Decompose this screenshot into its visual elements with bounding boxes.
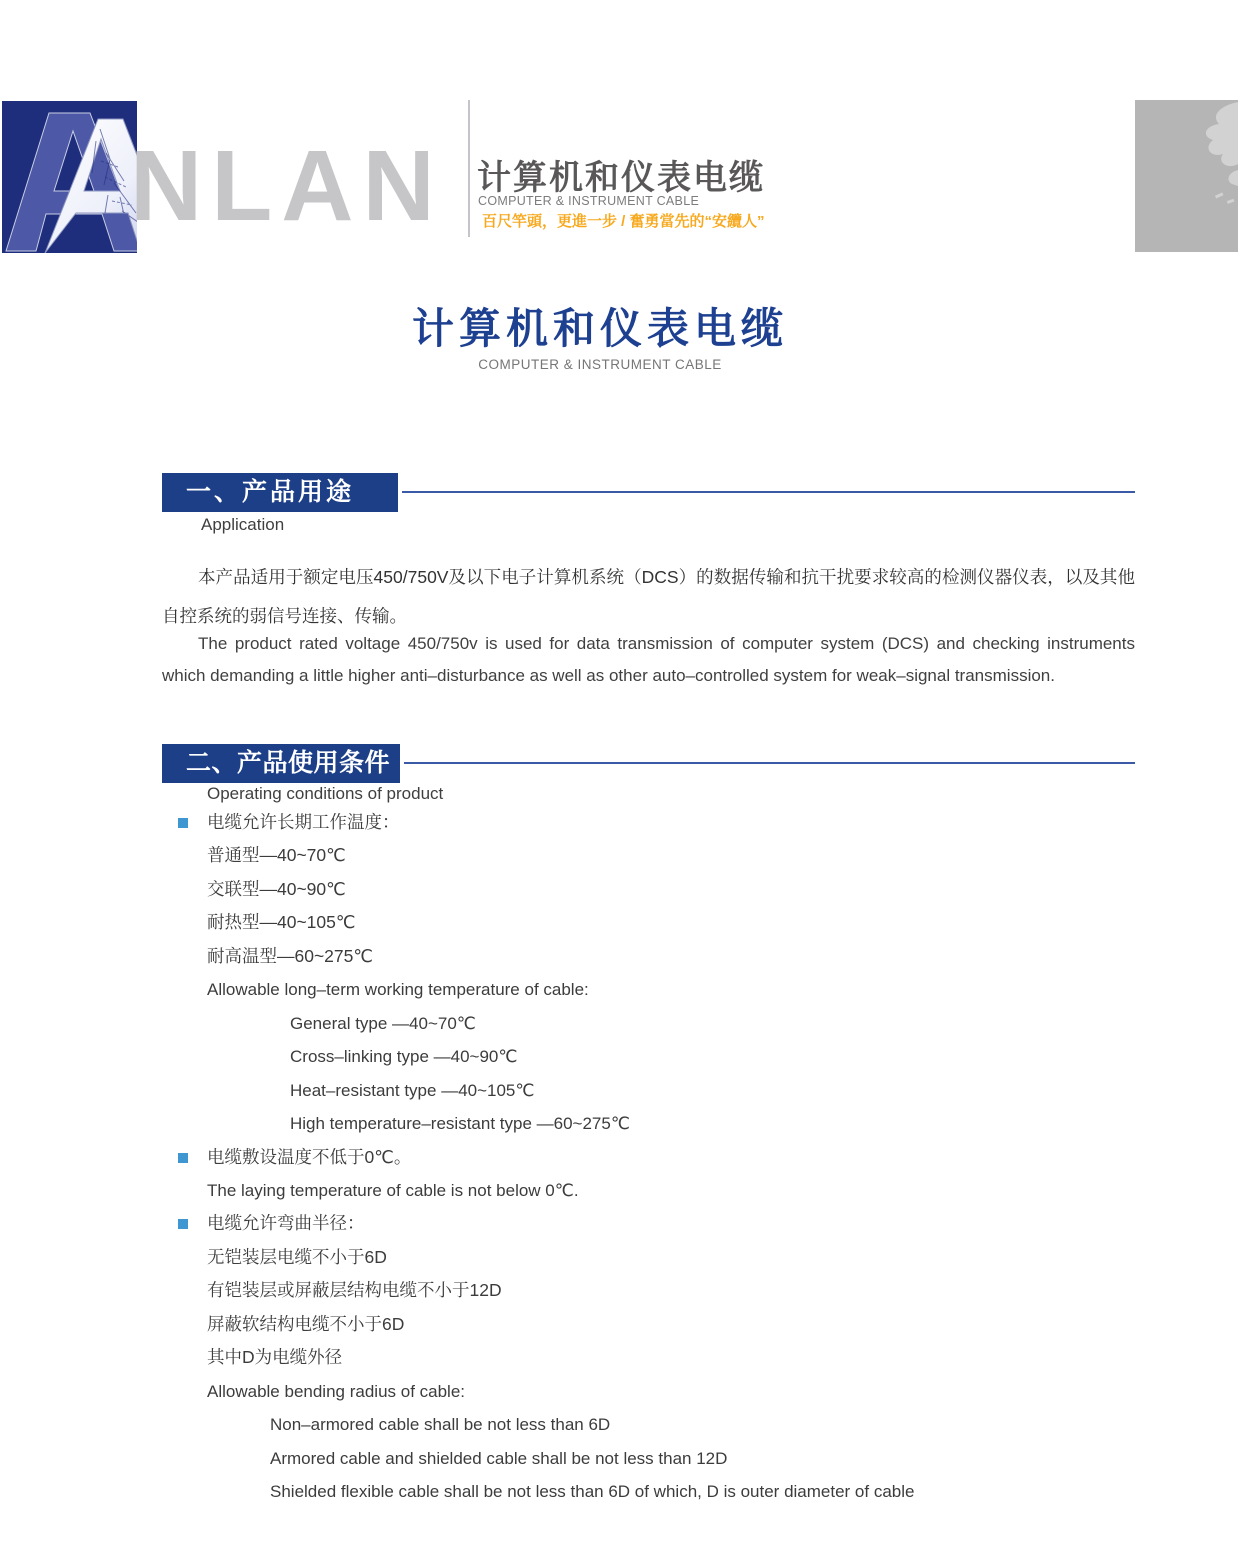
condition-text: General type —40~70℃ xyxy=(290,1013,476,1033)
condition-row xyxy=(162,1074,1152,1107)
condition-row xyxy=(162,1408,1152,1441)
condition-text: 电缆允许长期工作温度： xyxy=(207,812,400,832)
header-product-title-cn: 计算机和仪表电缆 xyxy=(477,159,765,197)
condition-text: 有铠装层或屏蔽层结构电缆不小于12D xyxy=(207,1280,502,1301)
condition-text: 其中D为电缆外径 xyxy=(207,1347,343,1368)
condition-row xyxy=(162,1141,1152,1174)
page-subtitle: COMPUTER & INSTRUMENT CABLE xyxy=(478,357,722,372)
condition-row xyxy=(162,1174,1152,1207)
condition-row xyxy=(162,1040,1152,1073)
condition-text: Shielded flexible cable shall be not less than 6D of which, D is outer diameter of cable xyxy=(270,1482,915,1502)
bullet-square-icon xyxy=(178,1219,188,1229)
condition-text: Heat–resistant type —40~105℃ xyxy=(290,1080,535,1100)
condition-text: Armored cable and shielded cable shall be not less than 12D xyxy=(270,1448,728,1468)
bullet-square-icon xyxy=(178,1153,188,1163)
section-2-rule xyxy=(404,762,1135,764)
condition-row xyxy=(162,1274,1152,1307)
condition-row xyxy=(162,1375,1152,1408)
condition-row xyxy=(162,1241,1152,1274)
condition-row xyxy=(162,806,1152,839)
condition-row xyxy=(162,1107,1152,1140)
condition-text: 电缆敷设温度不低于0℃。 xyxy=(207,1146,412,1167)
condition-text: 普通型—40~70℃ xyxy=(207,845,346,866)
condition-row xyxy=(162,1442,1152,1475)
condition-text: 无铠装层电缆不小于6D xyxy=(207,1246,387,1267)
condition-row xyxy=(162,906,1152,939)
page-title: 计算机和仪表电缆 xyxy=(411,305,788,352)
condition-text: 交联型—40~90℃ xyxy=(207,878,346,899)
condition-text: 屏蔽软结构电缆不小于6D xyxy=(207,1313,405,1334)
condition-text: Allowable bending radius of cable: xyxy=(207,1381,466,1401)
condition-text: 耐高温型—60~275℃ xyxy=(207,945,374,966)
section-1-heading: 一、产品用途 xyxy=(162,473,398,512)
condition-row xyxy=(162,1007,1152,1040)
condition-row xyxy=(162,1475,1152,1508)
condition-row xyxy=(162,1207,1152,1240)
condition-row xyxy=(162,973,1152,1006)
condition-text: Cross–linking type —40~90℃ xyxy=(290,1047,518,1067)
condition-text: 电缆允许弯曲半径： xyxy=(207,1213,365,1234)
bullet-square-icon xyxy=(178,818,188,828)
anlan-logo-a-icon xyxy=(2,101,137,253)
corner-leaf-decoration-icon xyxy=(1135,100,1238,252)
section-2-heading: 二、产品使用条件 xyxy=(162,744,400,783)
header-product-title-en: COMPUTER & INSTRUMENT CABLE xyxy=(478,194,700,208)
condition-text: Allowable long–term working temperature of cable: xyxy=(207,980,589,1000)
application-paragraph-en: The product rated voltage 450/750v is used for data transmission of computer system (DCS) and checking instruments which demanding a little higher anti–disturbance as well as other auto–controlled system for weak–signal transmission. xyxy=(162,634,1135,685)
header-divider xyxy=(468,100,470,237)
header-slogan: 百尺竿頭，更進一步 / 奮勇當先的“安纜人” xyxy=(482,213,765,230)
condition-row xyxy=(162,839,1152,872)
condition-text: 耐热型—40~105℃ xyxy=(207,912,356,933)
condition-text: Non–armored cable shall be not less than 6D xyxy=(270,1415,611,1435)
application-label: Application xyxy=(201,515,285,534)
application-paragraph-cn: 本产品适用于额定电压450/750V及以下电子计算机系统（DCS）的数据传输和抗干扰要求较高的检测仪器仪表，以及其他自控系统的弱信号连接、传输。 xyxy=(162,567,1135,626)
condition-row xyxy=(162,1308,1152,1341)
condition-row xyxy=(162,873,1152,906)
condition-text: The laying temperature of cable is not below 0℃. xyxy=(207,1180,579,1200)
condition-text: High temperature–resistant type —60~275℃ xyxy=(290,1114,630,1134)
operating-conditions-label: Operating conditions of product xyxy=(207,784,444,803)
section-1-rule xyxy=(402,491,1135,493)
condition-row xyxy=(162,1341,1152,1374)
condition-row xyxy=(162,940,1152,973)
anlan-logo-nlan-text: NLAN xyxy=(130,130,444,242)
conditions-list xyxy=(162,806,1152,1509)
